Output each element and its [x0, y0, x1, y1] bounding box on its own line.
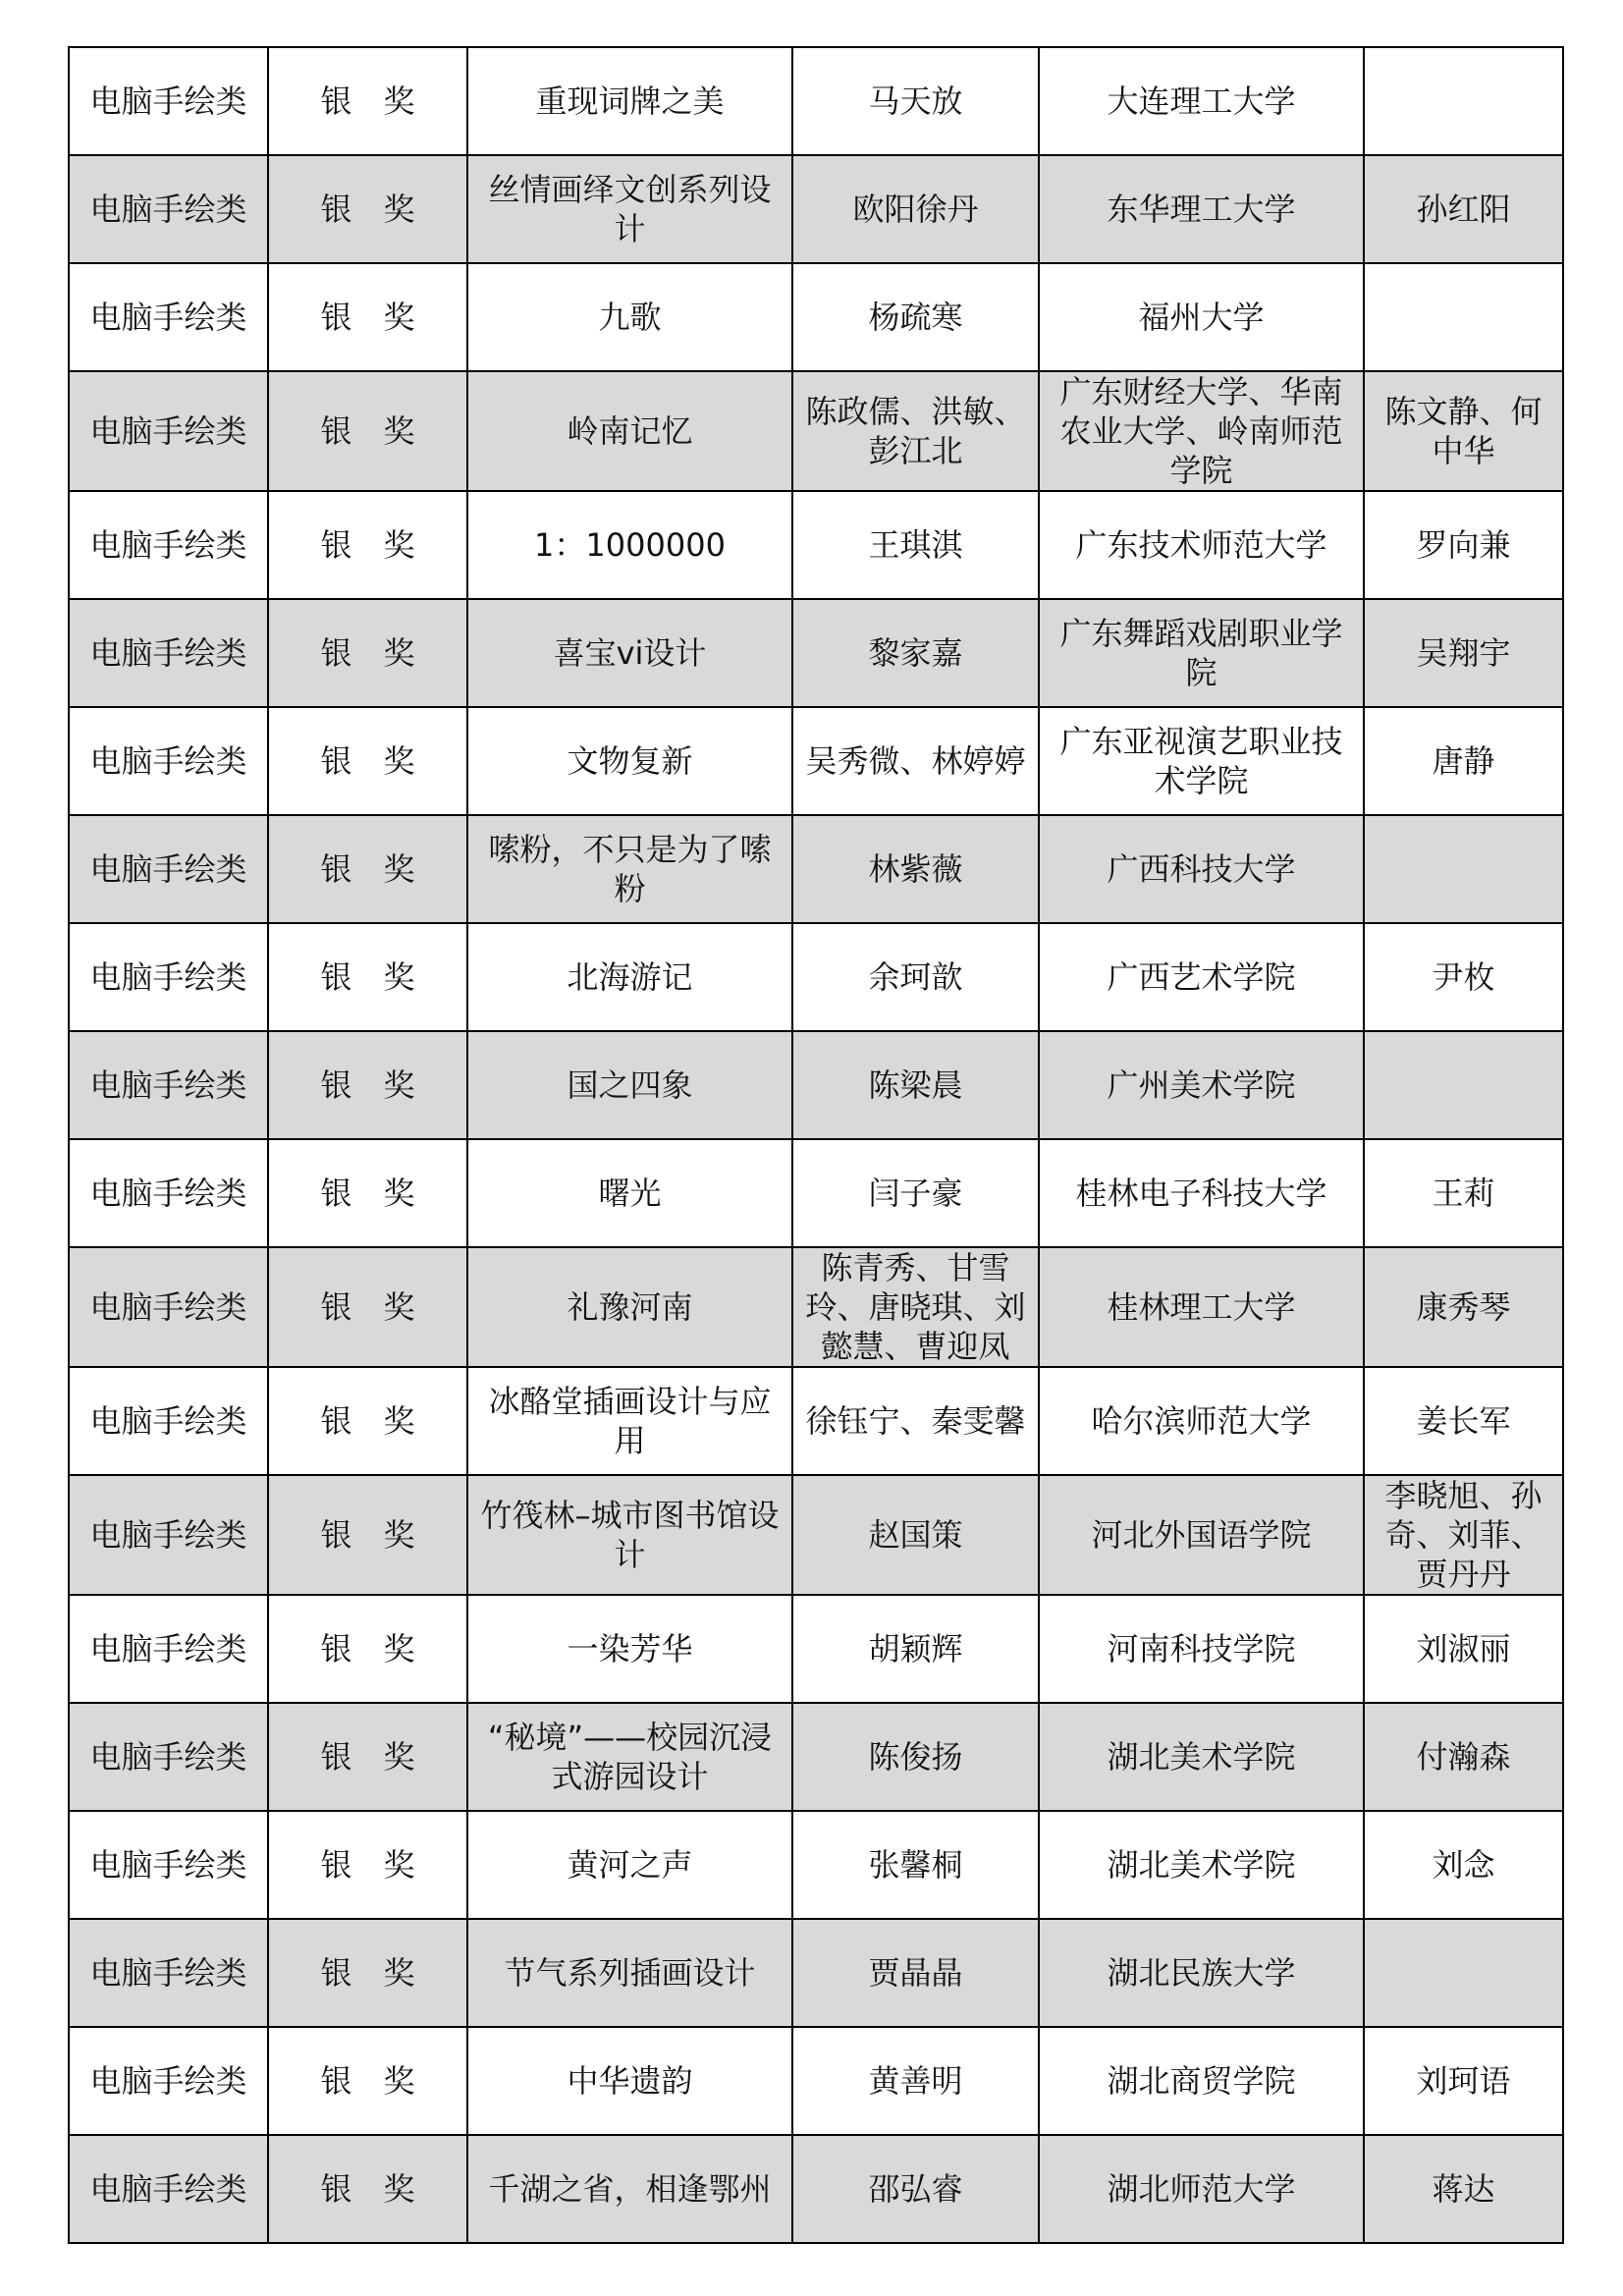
school-cell: 湖北美术学院 — [1039, 1703, 1364, 1811]
category-cell: 电脑手绘类 — [69, 1595, 268, 1703]
category-cell: 电脑手绘类 — [69, 155, 268, 263]
authors-cell: 马天放 — [792, 47, 1039, 155]
table-row — [69, 923, 1563, 1031]
authors-cell: 邵弘睿 — [792, 2135, 1039, 2243]
advisor-cell: 付瀚森 — [1364, 1703, 1563, 1811]
award-cell: 银 奖 — [268, 1811, 467, 1919]
advisor-cell — [1364, 1919, 1563, 2027]
category-cell: 电脑手绘类 — [69, 815, 268, 923]
authors-cell: 余珂歆 — [792, 923, 1039, 1031]
school-cell: 东华理工大学 — [1039, 155, 1364, 263]
work-title-cell: 岭南记忆 — [467, 371, 792, 491]
authors-cell: 张馨桐 — [792, 1811, 1039, 1919]
school-cell: 广州美术学院 — [1039, 1031, 1364, 1139]
work-title-cell: 千湖之省，相逢鄂州 — [467, 2135, 792, 2243]
category-cell: 电脑手绘类 — [69, 1031, 268, 1139]
advisor-cell: 刘念 — [1364, 1811, 1563, 1919]
school-cell: 哈尔滨师范大学 — [1039, 1367, 1364, 1475]
school-cell: 湖北民族大学 — [1039, 1919, 1364, 2027]
work-title-cell: 节气系列插画设计 — [467, 1919, 792, 2027]
school-cell: 桂林理工大学 — [1039, 1247, 1364, 1367]
advisor-cell: 王莉 — [1364, 1139, 1563, 1247]
authors-cell: 王琪淇 — [792, 491, 1039, 599]
authors-cell: 杨疏寒 — [792, 263, 1039, 371]
authors-cell: 徐钰宁、秦雯馨 — [792, 1367, 1039, 1475]
work-title-cell: 九歌 — [467, 263, 792, 371]
school-cell: 河南科技学院 — [1039, 1595, 1364, 1703]
category-cell: 电脑手绘类 — [69, 1139, 268, 1247]
award-cell: 银 奖 — [268, 263, 467, 371]
category-cell: 电脑手绘类 — [69, 1811, 268, 1919]
school-cell: 广东亚视演艺职业技术学院 — [1039, 707, 1364, 815]
award-cell: 银 奖 — [268, 1031, 467, 1139]
advisor-cell: 姜长军 — [1364, 1367, 1563, 1475]
advisor-cell: 刘淑丽 — [1364, 1595, 1563, 1703]
work-title-cell: 喜宝vi设计 — [467, 599, 792, 707]
advisor-cell: 蒋达 — [1364, 2135, 1563, 2243]
work-title-cell: 文物复新 — [467, 707, 792, 815]
advisor-cell — [1364, 1031, 1563, 1139]
award-cell: 银 奖 — [268, 47, 467, 155]
authors-cell: 贾晶晶 — [792, 1919, 1039, 2027]
advisor-cell — [1364, 263, 1563, 371]
table-row — [69, 1139, 1563, 1247]
award-cell: 银 奖 — [268, 155, 467, 263]
table-row — [69, 1247, 1563, 1367]
table-row — [69, 1595, 1563, 1703]
advisor-cell: 吴翔宇 — [1364, 599, 1563, 707]
award-cell: 银 奖 — [268, 1595, 467, 1703]
table-row — [69, 2135, 1563, 2243]
table-row — [69, 491, 1563, 599]
category-cell: 电脑手绘类 — [69, 491, 268, 599]
category-cell: 电脑手绘类 — [69, 923, 268, 1031]
work-title-cell: 国之四象 — [467, 1031, 792, 1139]
school-cell: 广西科技大学 — [1039, 815, 1364, 923]
category-cell: 电脑手绘类 — [69, 2135, 268, 2243]
school-cell: 广东舞蹈戏剧职业学院 — [1039, 599, 1364, 707]
school-cell: 福州大学 — [1039, 263, 1364, 371]
authors-cell: 陈俊扬 — [792, 1703, 1039, 1811]
work-title-cell: 1：1000000 — [467, 491, 792, 599]
award-cell: 银 奖 — [268, 707, 467, 815]
work-title-cell: “秘境”——校园沉浸式游园设计 — [467, 1703, 792, 1811]
authors-cell: 陈政儒、洪敏、彭江北 — [792, 371, 1039, 491]
category-cell: 电脑手绘类 — [69, 1247, 268, 1367]
authors-cell: 林紫薇 — [792, 815, 1039, 923]
category-cell: 电脑手绘类 — [69, 1703, 268, 1811]
school-cell: 广西艺术学院 — [1039, 923, 1364, 1031]
award-cell: 银 奖 — [268, 491, 467, 599]
advisor-cell: 唐静 — [1364, 707, 1563, 815]
award-table — [68, 46, 1564, 2244]
award-cell: 银 奖 — [268, 815, 467, 923]
work-title-cell: 一染芳华 — [467, 1595, 792, 1703]
work-title-cell: 冰酪堂插画设计与应用 — [467, 1367, 792, 1475]
table-row — [69, 1811, 1563, 1919]
school-cell: 湖北美术学院 — [1039, 1811, 1364, 1919]
table-row — [69, 47, 1563, 155]
advisor-cell: 罗向兼 — [1364, 491, 1563, 599]
authors-cell: 吴秀微、林婷婷 — [792, 707, 1039, 815]
advisor-cell: 刘珂语 — [1364, 2027, 1563, 2135]
school-cell: 河北外国语学院 — [1039, 1475, 1364, 1595]
table-row — [69, 1031, 1563, 1139]
authors-cell: 欧阳徐丹 — [792, 155, 1039, 263]
award-cell: 银 奖 — [268, 2027, 467, 2135]
award-cell: 银 奖 — [268, 599, 467, 707]
table-row — [69, 2027, 1563, 2135]
table-row — [69, 707, 1563, 815]
school-cell: 桂林电子科技大学 — [1039, 1139, 1364, 1247]
table-row — [69, 599, 1563, 707]
school-cell: 湖北商贸学院 — [1039, 2027, 1364, 2135]
authors-cell: 闫子豪 — [792, 1139, 1039, 1247]
table-row — [69, 1367, 1563, 1475]
category-cell: 电脑手绘类 — [69, 371, 268, 491]
work-title-cell: 重现词牌之美 — [467, 47, 792, 155]
advisor-cell: 李晓旭、孙奇、刘菲、贾丹丹 — [1364, 1475, 1563, 1595]
work-title-cell: 丝情画绎文创系列设计 — [467, 155, 792, 263]
award-cell: 银 奖 — [268, 1475, 467, 1595]
advisor-cell: 尹枚 — [1364, 923, 1563, 1031]
table-row — [69, 815, 1563, 923]
award-cell: 银 奖 — [268, 1247, 467, 1367]
category-cell: 电脑手绘类 — [69, 707, 268, 815]
work-title-cell: 礼豫河南 — [467, 1247, 792, 1367]
category-cell: 电脑手绘类 — [69, 1475, 268, 1595]
authors-cell: 赵国策 — [792, 1475, 1039, 1595]
school-cell: 广东技术师范大学 — [1039, 491, 1364, 599]
advisor-cell: 孙红阳 — [1364, 155, 1563, 263]
award-cell: 银 奖 — [268, 1919, 467, 2027]
work-title-cell: 竹筏林–城市图书馆设计 — [467, 1475, 792, 1595]
category-cell: 电脑手绘类 — [69, 1919, 268, 2027]
award-cell: 银 奖 — [268, 2135, 467, 2243]
advisor-cell: 康秀琴 — [1364, 1247, 1563, 1367]
table-row — [69, 1919, 1563, 2027]
authors-cell: 胡颖辉 — [792, 1595, 1039, 1703]
table-row — [69, 155, 1563, 263]
work-title-cell: 中华遗韵 — [467, 2027, 792, 2135]
advisor-cell — [1364, 815, 1563, 923]
category-cell: 电脑手绘类 — [69, 599, 268, 707]
award-cell: 银 奖 — [268, 1367, 467, 1475]
award-cell: 银 奖 — [268, 923, 467, 1031]
work-title-cell: 北海游记 — [467, 923, 792, 1031]
category-cell: 电脑手绘类 — [69, 47, 268, 155]
authors-cell: 陈青秀、甘雪玲、唐晓琪、刘懿慧、曹迎凤 — [792, 1247, 1039, 1367]
award-cell: 银 奖 — [268, 1703, 467, 1811]
work-title-cell: 嗦粉，不只是为了嗦粉 — [467, 815, 792, 923]
advisor-cell: 陈文静、何中华 — [1364, 371, 1563, 491]
authors-cell: 黎家嘉 — [792, 599, 1039, 707]
category-cell: 电脑手绘类 — [69, 1367, 268, 1475]
work-title-cell: 黄河之声 — [467, 1811, 792, 1919]
work-title-cell: 曙光 — [467, 1139, 792, 1247]
award-table-body — [69, 47, 1563, 2243]
authors-cell: 陈梁晨 — [792, 1031, 1039, 1139]
advisor-cell — [1364, 47, 1563, 155]
school-cell: 湖北师范大学 — [1039, 2135, 1364, 2243]
category-cell: 电脑手绘类 — [69, 263, 268, 371]
table-row — [69, 1475, 1563, 1595]
table-row — [69, 1703, 1563, 1811]
school-cell: 广东财经大学、华南农业大学、岭南师范学院 — [1039, 371, 1364, 491]
school-cell: 大连理工大学 — [1039, 47, 1364, 155]
table-row — [69, 263, 1563, 371]
award-cell: 银 奖 — [268, 1139, 467, 1247]
award-cell: 银 奖 — [268, 371, 467, 491]
authors-cell: 黄善明 — [792, 2027, 1039, 2135]
table-row — [69, 371, 1563, 491]
category-cell: 电脑手绘类 — [69, 2027, 268, 2135]
